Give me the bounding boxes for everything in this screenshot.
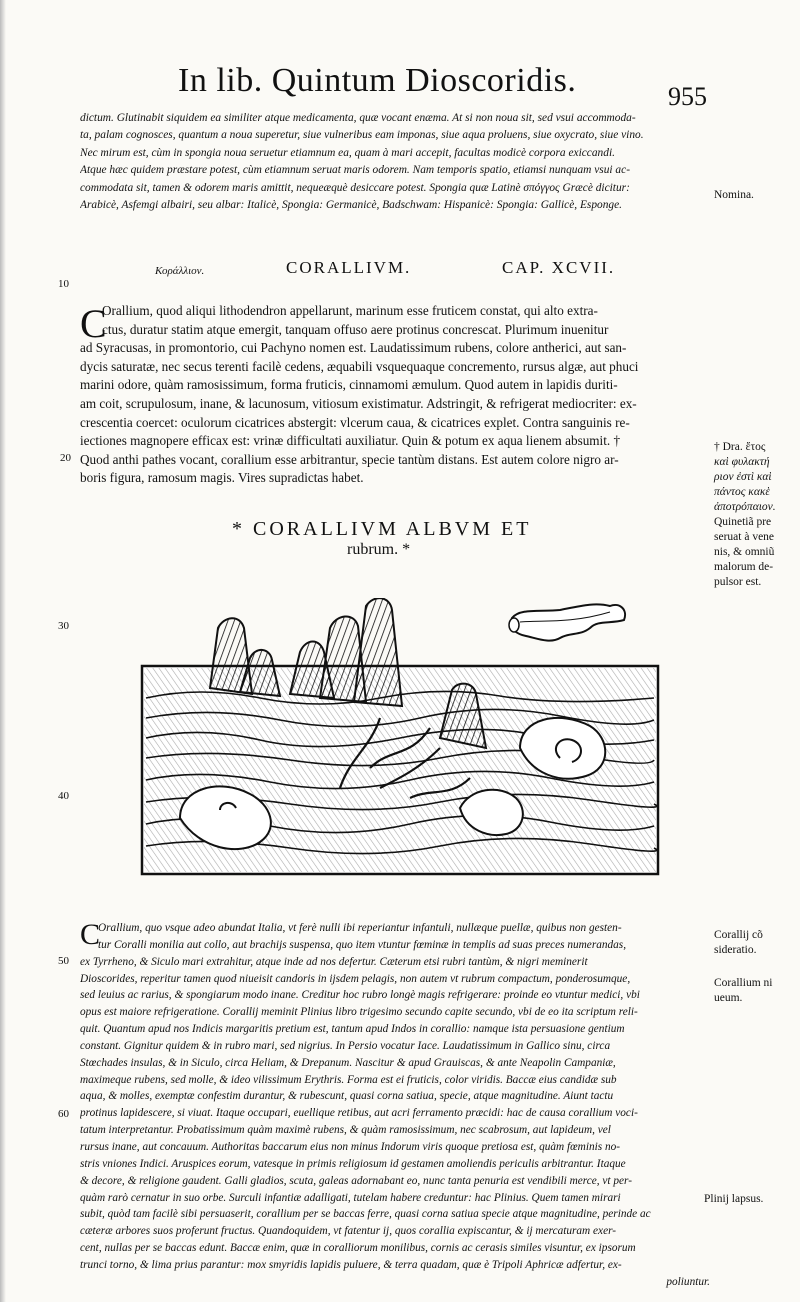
text-line: ex Tyrrheno, & Siculo mari extrahitur, atque inde ad nos defertur. Cæterum etsi rubri tantùm, & nigri meminerit: [80, 955, 588, 968]
line-number: 30: [58, 620, 69, 632]
text-line: & decore, & religione gaudent. Galli gladios, scuta, galeas adornabant eo, nunc tanta penuria est vendibili merce, vt per-: [80, 1174, 632, 1187]
text-line: quit. Quantum apud nos Indicis margaritis pretium est, tantum apud Indos in corallio: namque ista persuasione gentium: [80, 1023, 625, 1036]
page-number: 955: [668, 82, 707, 111]
text-line: quàm rarò cernatur in suo orbe. Surculi infantiæ adalligati, tutelam habere creduntur: hac Plinius. Quem tamen mirari: [80, 1191, 621, 1204]
text-line: constant. Gignitur quidem & in rubro mari, sed nigrius. In Persio vocatur Iace. Laudatissimum in Gallico sinu, circa: [80, 1039, 611, 1052]
margin-line: ueum.: [714, 992, 743, 1004]
text-line: Dioscorides, reperitur tamen quod niueisit candoris in ijsdem pelagis, non autem vt rubrum compactum, ponderosumque,: [80, 972, 631, 985]
coral-woodcut-illustration: [140, 598, 660, 878]
line-number: 20: [60, 452, 71, 464]
text-line: ta, palam cognosces, quantum a noua superetur, siue vulneribus eam imponas, siue aqua proluens, siue oxycrato, siue vino.: [80, 129, 644, 142]
margin-line: ἀποτρόπαιον.: [714, 501, 776, 513]
margin-note-dra: [714, 440, 776, 590]
text-line: am coit, scrupulosum, inane, & lacunosum, vitiosum existimatur. Adstringit, & refrigerat mediocriter: ex-: [80, 395, 637, 411]
text-line: cent, nullas per se baccas edunt. Baccæ enim, quæ in coralliorum monilibus, cornis ac cerasis similes visuntur, ex ipsorum: [80, 1242, 636, 1255]
text-line: Orallium, quo vsque adeo abundat Italia, vt ferè nulli ibi reperiantur infantuli, nullæque puellæ, quibus non gesten-: [98, 922, 622, 934]
text-line: commodata sit, tamen & odorem maris amittit, nequeæquè desiccare potest. Spongia quæ Latinè σπόγγος Græcè dicitur:: [80, 181, 630, 194]
margin-note-corallium-niueum: [714, 976, 772, 1006]
page-edge-shadow: [0, 0, 6, 1302]
figure-caption-line1: * CORALLIVM ALBVM ET: [232, 518, 532, 540]
margin-line: pulsor est.: [714, 576, 762, 588]
text-line: trunci torno, & lima prius parantur: mox smyridis lapidis puluere, & terra quadam, quæ è Tripoli Aphricæ adfertur, ex-: [80, 1258, 622, 1271]
text-line: Stœchades insulas, & in Siculo, circa Heliam, & Drepanum. Nascitur & apud Grauiscas, & ante Neapolin Campaniæ,: [80, 1056, 616, 1069]
text-line: ad Syracusas, in promontorio, cui Pachyno nomen est. Laudatissimum rubens, colore antherici, aut san-: [80, 340, 627, 356]
text-line: marini odore, quàm ramosissimum, forma fruticis, cinnamomi æmulum. Quod autem in lapidis duriti-: [80, 377, 618, 393]
chapter-title: CORALLIVM.: [286, 258, 412, 277]
text-line: iectiones magnopere efficax est: vrinæ difficultati auxiliatur. Quin & potum ex aqua lienem absumit. †: [80, 433, 621, 449]
margin-note-corallij: [714, 928, 763, 958]
text-line: Quod anthi pathes vocant, corallium esse arbitrantur, specie tantùm distans. Est autem colore nigro ar-: [80, 451, 619, 467]
text-line: boris figura, ramosum magis. Vires supradictas habet.: [80, 470, 364, 486]
chapter-greek-name: Κοράλλιον.: [155, 265, 205, 277]
text-line: sed leuius ac rarius, & spongiarum modo inane. Creditur hoc rubro longè magis refrigerare: proinde eo vtuntur medici, vbi: [80, 989, 640, 1002]
text-line: Arabicè, Asfemgi albairi, seu albar: Italicè, Spongia: Germanicè, Badschwam: Hispanicè: Spongia: Gallicè, Esponge.: [80, 199, 623, 212]
margin-line: πάντος κακὲ: [714, 486, 770, 498]
margin-note-nomina: Nomina.: [714, 189, 754, 201]
text-line: aqua, & molles, exemptæ confestim durantur, & rubescunt, quasi corna satiua, specie, atque magnitudine. Aiunt tactu: [80, 1090, 614, 1103]
margin-line: malorum de-: [714, 561, 774, 573]
margin-line: Corallij cõ: [714, 929, 763, 941]
text-line: rursus inane, aut concauum. Authoritas baccarum eius non minus Indorum viris quoque pretiosa est, quàm fœminis no-: [80, 1140, 621, 1153]
text-line: maximeque rubens, sed molle, & ideo vilissimum Erythris. Forma est ei fruticis, color viridis. Baccæ eius candidæ sub: [80, 1073, 617, 1086]
text-line: cæteræ arbores suos proferunt fructus. Quandoquidem, vt fatentur ij, quos corallia expiscantur, & ij mercaturam exer-: [80, 1225, 617, 1238]
text-line: Nec mirum est, cùm in spongia noua seruetur etiamnum ea, quam à mari accepit, facultas modicè corpora exiccandi.: [80, 146, 615, 159]
lower-paragraph: [80, 920, 710, 1291]
coral-branch-icon: [509, 604, 625, 640]
margin-line: ριον ἐστὶ καὶ: [714, 471, 772, 483]
main-paragraph: [80, 302, 708, 488]
figure-caption-line2: rubrum. *: [347, 541, 411, 558]
margin-line: καὶ φυλακτή: [714, 456, 770, 468]
margin-line: Corallium ni: [714, 977, 773, 989]
margin-line: nis, & omniũ: [714, 546, 775, 558]
margin-line: † Dra. ἔτος: [714, 441, 766, 453]
top-paragraph: [80, 110, 712, 214]
text-line: tur Coralli monilia aut collo, aut brachijs suspensa, quo item vtuntur fœminæ in templis ad suas preces numerandas,: [98, 938, 627, 951]
line-number: 10: [58, 278, 69, 290]
margin-line: Quinetiã pre: [714, 516, 772, 528]
text-line: Orallium, quod aliqui lithodendron appellarunt, marinum esse fruticem constat, qui alto extra-: [102, 303, 598, 318]
line-number: 50: [58, 955, 69, 967]
text-line: subit, quòd tam facilè sibi persuaserit, corallium per se baccas ferre, quasi corna satiua specie atque magnitudine, perinde ac: [80, 1208, 651, 1221]
text-line: protinus lapidescere, si viuat. Itaque occupari, euellique retibus, aut acri ferramento præcidi: hac de causa corallium voci-: [80, 1107, 638, 1120]
margin-note-plinij: Plinij lapsus.: [704, 1193, 764, 1205]
text-line: stris vniones Indici. Aruspices eorum, vatesque in primis religiosum id gestamen amoliendis periculis arbitrantur. Itaque: [80, 1157, 626, 1170]
text-line: tatum interpretantur. Probatissimum quàm maximè rubens, & quàm ramosissimum, nec scabrosum, aut lapideum, vel: [80, 1124, 611, 1137]
line-number: 40: [58, 790, 69, 802]
drop-cap: C: [80, 918, 101, 951]
drop-cap: C: [80, 301, 107, 346]
text-line: ctus, duratur statim atque emergit, tanquam offuso aere protinus concrescat. Plurimum inuenitur: [102, 321, 609, 337]
line-number: 60: [58, 1108, 69, 1120]
text-line: crescentia coercet: oculorum cicatrices abstergit: vlcerum caua, & cicatrices explet. Contra sanguinis re-: [80, 414, 630, 430]
text-line: dictum. Glutinabit siquidem ea similiter atque medicamenta, quæ vocant enæma. At si non noua sit, sed vsui accommoda-: [80, 112, 636, 124]
text-line: Atque hæc quidem præstare potest, cùm etiamnum seruat maris odorem. Nam temporis spatio, etiamsi nunquam vsui ac-: [80, 164, 630, 177]
text-line: poliuntur.: [666, 1275, 710, 1288]
margin-line: seruat à vene: [714, 531, 775, 543]
chapter-number: CAP. XCVII.: [502, 258, 616, 277]
margin-line: sideratio.: [714, 944, 757, 956]
page-header-title: In lib. Quintum Dioscoridis.: [178, 62, 577, 99]
text-line: opus est maiore refrigeratione. Corallij meminit Plinius libro trigesimo secundo capite secundo, vbi de eo ita scriptum reli-: [80, 1006, 638, 1019]
text-line: dycis saturatæ, nec secus terenti facilè cedens, æquabili vsquequaque concremento, rursus algæ, aut phuci: [80, 358, 639, 374]
